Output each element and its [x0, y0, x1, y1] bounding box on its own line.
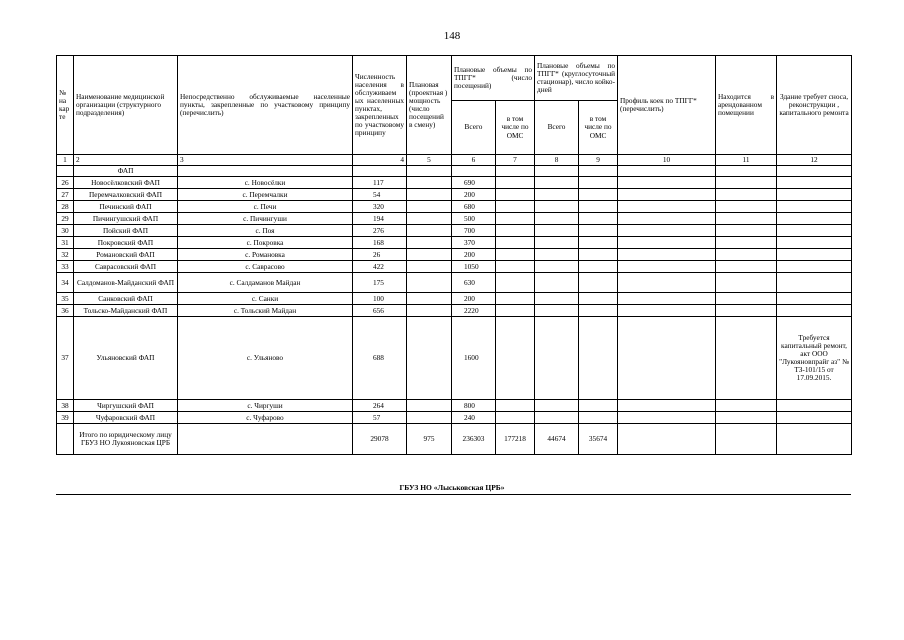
total-empty: [777, 424, 852, 455]
population: 656: [353, 305, 407, 317]
row-number: 33: [57, 261, 74, 273]
capacity: [407, 261, 452, 273]
rented: [716, 412, 777, 424]
table-row: [57, 305, 852, 317]
page-number: 148: [443, 30, 461, 42]
facility-name: Салдоманов-Майданский ФАП: [74, 273, 178, 293]
row-number: 27: [57, 189, 74, 201]
total-empty: [178, 424, 353, 455]
rented: [716, 305, 777, 317]
population: 688: [353, 317, 407, 400]
repair-note: [777, 189, 852, 201]
col-number: 8: [535, 155, 579, 166]
population: 100: [353, 293, 407, 305]
beds-oms: [579, 225, 618, 237]
settlement: с. Покровка: [178, 237, 353, 249]
repair-note: [777, 237, 852, 249]
bed-profile: [618, 305, 716, 317]
col-number: 7: [496, 155, 535, 166]
bed-profile: [618, 249, 716, 261]
bed-profile: [618, 317, 716, 400]
total-empty: [618, 424, 716, 455]
total-beds: 44674: [535, 424, 579, 455]
visits-total: 370: [452, 237, 496, 249]
beds-total: [535, 213, 579, 225]
total-visits-oms: 177218: [496, 424, 535, 455]
settlement: с. Перемчалки: [178, 189, 353, 201]
row-number: 37: [57, 317, 74, 400]
facility-name: Чуфаровский ФАП: [74, 412, 178, 424]
row-number: 39: [57, 412, 74, 424]
beds-total: [535, 317, 579, 400]
population: 57: [353, 412, 407, 424]
rented: [716, 273, 777, 293]
facility-name: Тольско-Майданский ФАП: [74, 305, 178, 317]
bed-profile: [618, 400, 716, 412]
visits-oms: [496, 225, 535, 237]
visits-total: 240: [452, 412, 496, 424]
beds-oms: [579, 261, 618, 273]
col-number: 11: [716, 155, 777, 166]
beds-oms: [579, 177, 618, 189]
repair-note: [777, 249, 852, 261]
visits-oms: [496, 273, 535, 293]
table-row: [57, 293, 852, 305]
visits-oms: [496, 189, 535, 201]
col-number: 9: [579, 155, 618, 166]
capacity: [407, 400, 452, 412]
row-number: 29: [57, 213, 74, 225]
table-row: [57, 177, 852, 189]
rented: [716, 201, 777, 213]
visits-total: 2220: [452, 305, 496, 317]
settlement: с. Саврасово: [178, 261, 353, 273]
repair-note: [777, 293, 852, 305]
header-col3: Непосредственно обслуживаемые населенные пункты, закрепленные по участковому принципу (перечислить): [178, 56, 353, 155]
column-numbers-row: [57, 155, 852, 166]
visits-oms: [496, 261, 535, 273]
table-row: [57, 412, 852, 424]
settlement: с. Ульяново: [178, 317, 353, 400]
beds-total: [535, 237, 579, 249]
beds-total: [535, 249, 579, 261]
table-row: [57, 400, 852, 412]
facility-name: Перемчалковский ФАП: [74, 189, 178, 201]
beds-total: [535, 225, 579, 237]
visits-total: 1050: [452, 261, 496, 273]
capacity: [407, 201, 452, 213]
header-visits-group: Плановые объемы по ТПГГ* (число посещений): [452, 56, 535, 101]
population: 320: [353, 201, 407, 213]
facility-name: Пойский ФАП: [74, 225, 178, 237]
population: 168: [353, 237, 407, 249]
repair-note: Требуется капитальный ремонт, акт ООО "Лукояновпрайг аз" № ТЗ-101/15 от 17.09.2015.: [777, 317, 852, 400]
header-col4: Численность населения в обслуживаем ых населенных пунктах, закрепленных по участковому принципу: [353, 56, 407, 155]
visits-total: 630: [452, 273, 496, 293]
header-col5: Плановая (проектная ) мощность (число посещений в смену): [407, 56, 452, 155]
bed-profile: [618, 273, 716, 293]
beds-oms: [579, 201, 618, 213]
header-col1: № на кар те: [57, 56, 74, 155]
population: 422: [353, 261, 407, 273]
table-row: [57, 225, 852, 237]
population: 264: [353, 400, 407, 412]
facility-name: Печинский ФАП: [74, 201, 178, 213]
visits-oms: [496, 400, 535, 412]
capacity: [407, 249, 452, 261]
beds-total: [535, 201, 579, 213]
visits-total: 800: [452, 400, 496, 412]
table-row: [57, 201, 852, 213]
beds-oms: [579, 412, 618, 424]
row-number: 38: [57, 400, 74, 412]
rented: [716, 177, 777, 189]
total-beds-oms: 35674: [579, 424, 618, 455]
beds-total: [535, 293, 579, 305]
capacity: [407, 412, 452, 424]
visits-total: 680: [452, 201, 496, 213]
capacity: [407, 189, 452, 201]
section-row: [57, 166, 852, 177]
row-number: 28: [57, 201, 74, 213]
col-number: 3: [178, 155, 353, 166]
header-col9: в том числе по ОМС: [579, 101, 618, 155]
population: 26: [353, 249, 407, 261]
capacity: [407, 273, 452, 293]
table-row: [57, 249, 852, 261]
col-number: 10: [618, 155, 716, 166]
facilities-table: [56, 55, 852, 455]
repair-note: [777, 201, 852, 213]
header-col11: Находится в арендованном помещении: [716, 56, 777, 155]
capacity: [407, 305, 452, 317]
row-number: 36: [57, 305, 74, 317]
total-capacity: 975: [407, 424, 452, 455]
capacity: [407, 213, 452, 225]
total-population: 29078: [353, 424, 407, 455]
beds-oms: [579, 249, 618, 261]
col-number: 6: [452, 155, 496, 166]
beds-total: [535, 400, 579, 412]
table-row: [57, 213, 852, 225]
beds-oms: [579, 189, 618, 201]
beds-total: [535, 189, 579, 201]
repair-note: [777, 225, 852, 237]
beds-oms: [579, 273, 618, 293]
facility-name: Саврасовский ФАП: [74, 261, 178, 273]
total-row: [57, 424, 852, 455]
settlement: с. Пичингуши: [178, 213, 353, 225]
population: 194: [353, 213, 407, 225]
repair-note: [777, 400, 852, 412]
visits-total: 200: [452, 249, 496, 261]
visits-total: 500: [452, 213, 496, 225]
header-col2: Наименование медицинской организации (структурного подразделения): [74, 56, 178, 155]
header-col6: Всего: [452, 101, 496, 155]
visits-oms: [496, 249, 535, 261]
col-number: 4: [353, 155, 407, 166]
capacity: [407, 317, 452, 400]
facility-name: Романовский ФАП: [74, 249, 178, 261]
footer-organization: ГБУЗ НО «Лыськовская ЦРБ»: [399, 483, 505, 492]
total-visits: 236303: [452, 424, 496, 455]
bed-profile: [618, 237, 716, 249]
repair-note: [777, 177, 852, 189]
visits-total: 1600: [452, 317, 496, 400]
beds-oms: [579, 237, 618, 249]
beds-total: [535, 412, 579, 424]
visits-oms: [496, 237, 535, 249]
table-row: [57, 237, 852, 249]
table-row: [57, 189, 852, 201]
beds-total: [535, 305, 579, 317]
row-number: 32: [57, 249, 74, 261]
facility-name: Санковский ФАП: [74, 293, 178, 305]
bed-profile: [618, 293, 716, 305]
bed-profile: [618, 177, 716, 189]
settlement: с. Чуфарово: [178, 412, 353, 424]
beds-total: [535, 261, 579, 273]
beds-oms: [579, 400, 618, 412]
row-number: 34: [57, 273, 74, 293]
footer-rule: [56, 494, 851, 495]
visits-oms: [496, 412, 535, 424]
visits-oms: [496, 317, 535, 400]
beds-oms: [579, 213, 618, 225]
settlement: с. Новосёлки: [178, 177, 353, 189]
rented: [716, 293, 777, 305]
settlement: с. Салдаманов Майдан: [178, 273, 353, 293]
settlement: с. Печи: [178, 201, 353, 213]
table-row: [57, 273, 852, 293]
total-empty: [57, 424, 74, 455]
settlement: с. Тольский Майдан: [178, 305, 353, 317]
bed-profile: [618, 225, 716, 237]
col-number: 1: [57, 155, 74, 166]
table-row: [57, 317, 852, 400]
facility-name: Чиргушский ФАП: [74, 400, 178, 412]
visits-oms: [496, 213, 535, 225]
bed-profile: [618, 412, 716, 424]
beds-oms: [579, 317, 618, 400]
settlement: с. Чиргуши: [178, 400, 353, 412]
repair-note: [777, 412, 852, 424]
repair-note: [777, 261, 852, 273]
facility-name: Пичингушский ФАП: [74, 213, 178, 225]
table-row: [57, 261, 852, 273]
beds-oms: [579, 293, 618, 305]
capacity: [407, 237, 452, 249]
settlement: с. Санки: [178, 293, 353, 305]
visits-oms: [496, 305, 535, 317]
repair-note: [777, 305, 852, 317]
header-col8: Всего: [535, 101, 579, 155]
col-number: 12: [777, 155, 852, 166]
bed-profile: [618, 189, 716, 201]
settlement: с. Поя: [178, 225, 353, 237]
rented: [716, 225, 777, 237]
visits-oms: [496, 201, 535, 213]
capacity: [407, 293, 452, 305]
rented: [716, 317, 777, 400]
beds-oms: [579, 305, 618, 317]
section-label: ФАП: [74, 166, 178, 177]
header-beds-group: Плановые объемы по ТПГГ* (круглосуточный стационар), число койко-дней: [535, 56, 618, 101]
population: 54: [353, 189, 407, 201]
rented: [716, 189, 777, 201]
visits-total: 700: [452, 225, 496, 237]
total-label: Итого по юридическому лицу ГБУЗ НО Лукояновская ЦРБ: [74, 424, 178, 455]
visits-total: 690: [452, 177, 496, 189]
beds-total: [535, 177, 579, 189]
row-number: 30: [57, 225, 74, 237]
bed-profile: [618, 201, 716, 213]
bed-profile: [618, 213, 716, 225]
col-number: 5: [407, 155, 452, 166]
rented: [716, 261, 777, 273]
facility-name: Покровский ФАП: [74, 237, 178, 249]
rented: [716, 213, 777, 225]
visits-oms: [496, 293, 535, 305]
col-number: 2: [74, 155, 178, 166]
rented: [716, 400, 777, 412]
population: 276: [353, 225, 407, 237]
rented: [716, 237, 777, 249]
row-number: 35: [57, 293, 74, 305]
visits-total: 200: [452, 189, 496, 201]
total-empty: [716, 424, 777, 455]
settlement: с. Романовка: [178, 249, 353, 261]
facility-name: Ульяновский ФАП: [74, 317, 178, 400]
header-col10: Профиль коек по ТПГГ* (перечислить): [618, 56, 716, 155]
capacity: [407, 225, 452, 237]
population: 175: [353, 273, 407, 293]
header-col7: в том числе по ОМС: [496, 101, 535, 155]
population: 117: [353, 177, 407, 189]
repair-note: [777, 273, 852, 293]
beds-total: [535, 273, 579, 293]
rented: [716, 249, 777, 261]
facility-name: Новосёлковский ФАП: [74, 177, 178, 189]
visits-oms: [496, 177, 535, 189]
bed-profile: [618, 261, 716, 273]
row-number: 31: [57, 237, 74, 249]
header-col12: Здание требует сноса, реконструкции , капитального ремонта: [777, 56, 852, 155]
visits-total: 200: [452, 293, 496, 305]
row-number: 26: [57, 177, 74, 189]
capacity: [407, 177, 452, 189]
repair-note: [777, 213, 852, 225]
